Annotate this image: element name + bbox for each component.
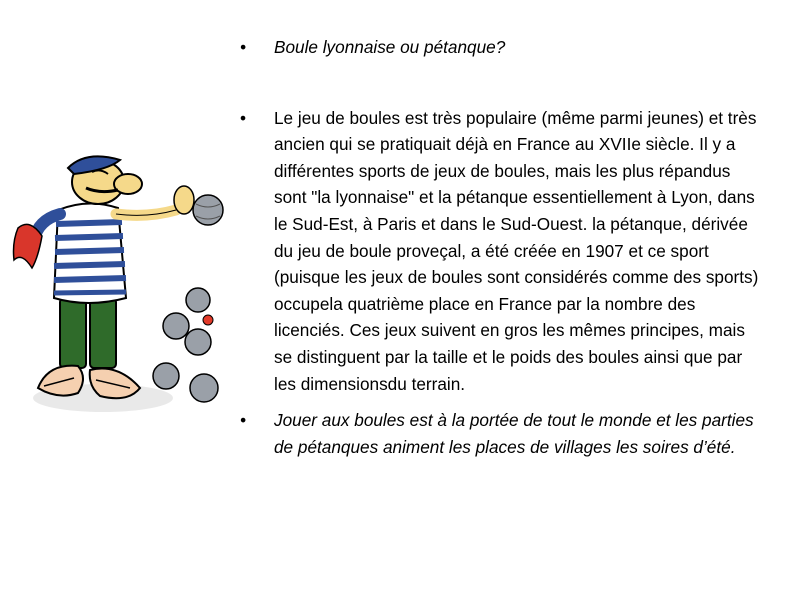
- hand: [174, 186, 194, 214]
- bullet-text: Le jeu de boules est très populaire (même parmi jeunes) et très ancien qui se pratiquait déjà en France au XVIIe siècle. Il y a différentes sports de jeux de boules, mais les plus répandus sont "la lyonnaise" et la pétanque essentiellement à Lyon, dans le Sud-Est, à Paris et dans le Sud-Ouest. la pétanque, dérivée du jeu de boule proveçal, a été créée en 1907 et ce sport (puisque les jeux de boules sont considérés comme des sports) occupela quatrième place en France par la nombre des licenciés. Ces jeux suivent en gros les mêmes principes, mais se distinguent par la taille et le poids des boules ainsi que par les dimensionsdu terrain.: [274, 107, 759, 394]
- bullet-item: [240, 34, 760, 61]
- cochonnet: [203, 315, 213, 325]
- left-shoe: [38, 366, 83, 396]
- bullet-marker: •: [240, 410, 247, 431]
- boule: [163, 313, 189, 339]
- petanque-player-illustration: [8, 148, 232, 438]
- boule: [190, 374, 218, 402]
- bullet-item: [240, 407, 760, 460]
- left-leg: [60, 298, 86, 368]
- boule: [153, 363, 179, 389]
- thrown-boule: [193, 195, 223, 225]
- bullet-item: [240, 105, 760, 398]
- bullet-marker: •: [240, 107, 247, 128]
- right-shoe: [90, 368, 140, 398]
- boule: [186, 288, 210, 312]
- bullet-text: Jouer aux boules est à la portée de tout le monde et les parties de pétanques animent les places de villages les soires d’été.: [274, 410, 754, 457]
- bullet-marker: •: [240, 37, 247, 57]
- boule: [185, 329, 211, 355]
- right-leg: [90, 298, 116, 368]
- red-cloth: [14, 224, 43, 268]
- bullet-text: Boule lyonnaise ou pétanque?: [274, 37, 506, 57]
- bullet-list: [240, 34, 760, 460]
